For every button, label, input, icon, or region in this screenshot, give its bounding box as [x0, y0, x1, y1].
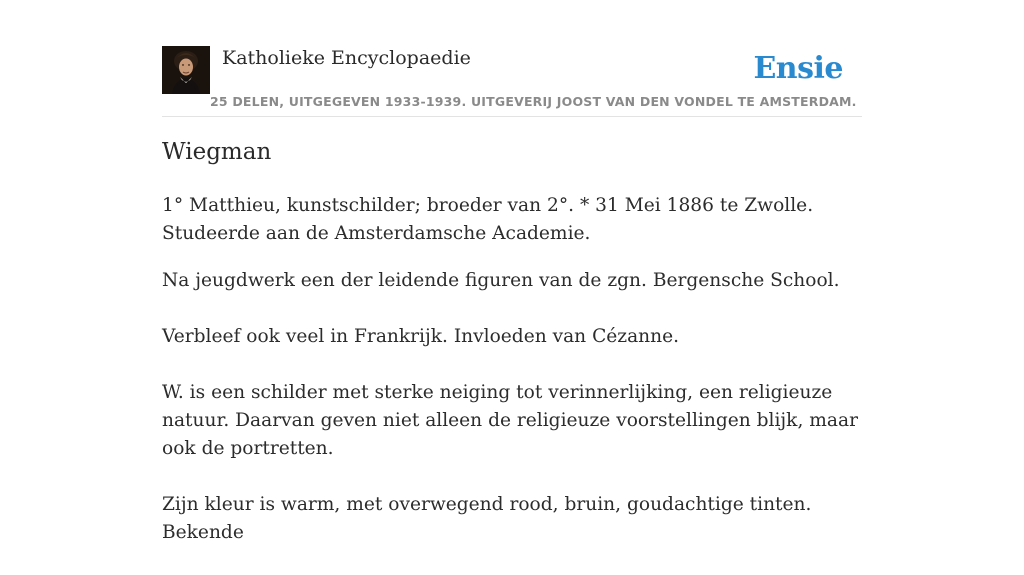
entry-paragraph: Zijn kleur is warm, met overwegend rood, bruin, goudachtige tinten. Bekende	[162, 494, 812, 543]
entry-body	[162, 192, 862, 575]
brand-logo-link[interactable]: Ensie	[753, 51, 843, 86]
source-subtitle: 25 DELEN, UITGEGEVEN 1933-1939. UITGEVERIJ JOOST VAN DEN VONDEL TE AMSTERDAM.	[210, 94, 857, 109]
entry-paragraph: 1° Matthieu, kunstschilder; broeder van 2°. * 31 Mei 1886 te Zwolle. Studeerde aan de Amsterdamsche Academie.	[162, 195, 814, 244]
entry-paragraph: Verbleef ook veel in Frankrijk. Invloeden van Cézanne.	[162, 326, 680, 347]
entry-title: Wiegman	[162, 139, 272, 165]
source-title[interactable]: Katholieke Encyclopaedie	[222, 47, 471, 69]
source-header	[162, 46, 862, 117]
entry-paragraph: Na jeugdwerk een der leidende figuren van de zgn. Bergensche School.	[162, 270, 840, 291]
entry-paragraph: W. is een schilder met sterke neiging tot verinnerlijking, een religieuze natuur. Daarvan geven niet alleen de religieuze voorstellingen blijk, maar ook de portretten.	[162, 382, 858, 459]
portrait-avatar-icon[interactable]	[162, 46, 210, 94]
